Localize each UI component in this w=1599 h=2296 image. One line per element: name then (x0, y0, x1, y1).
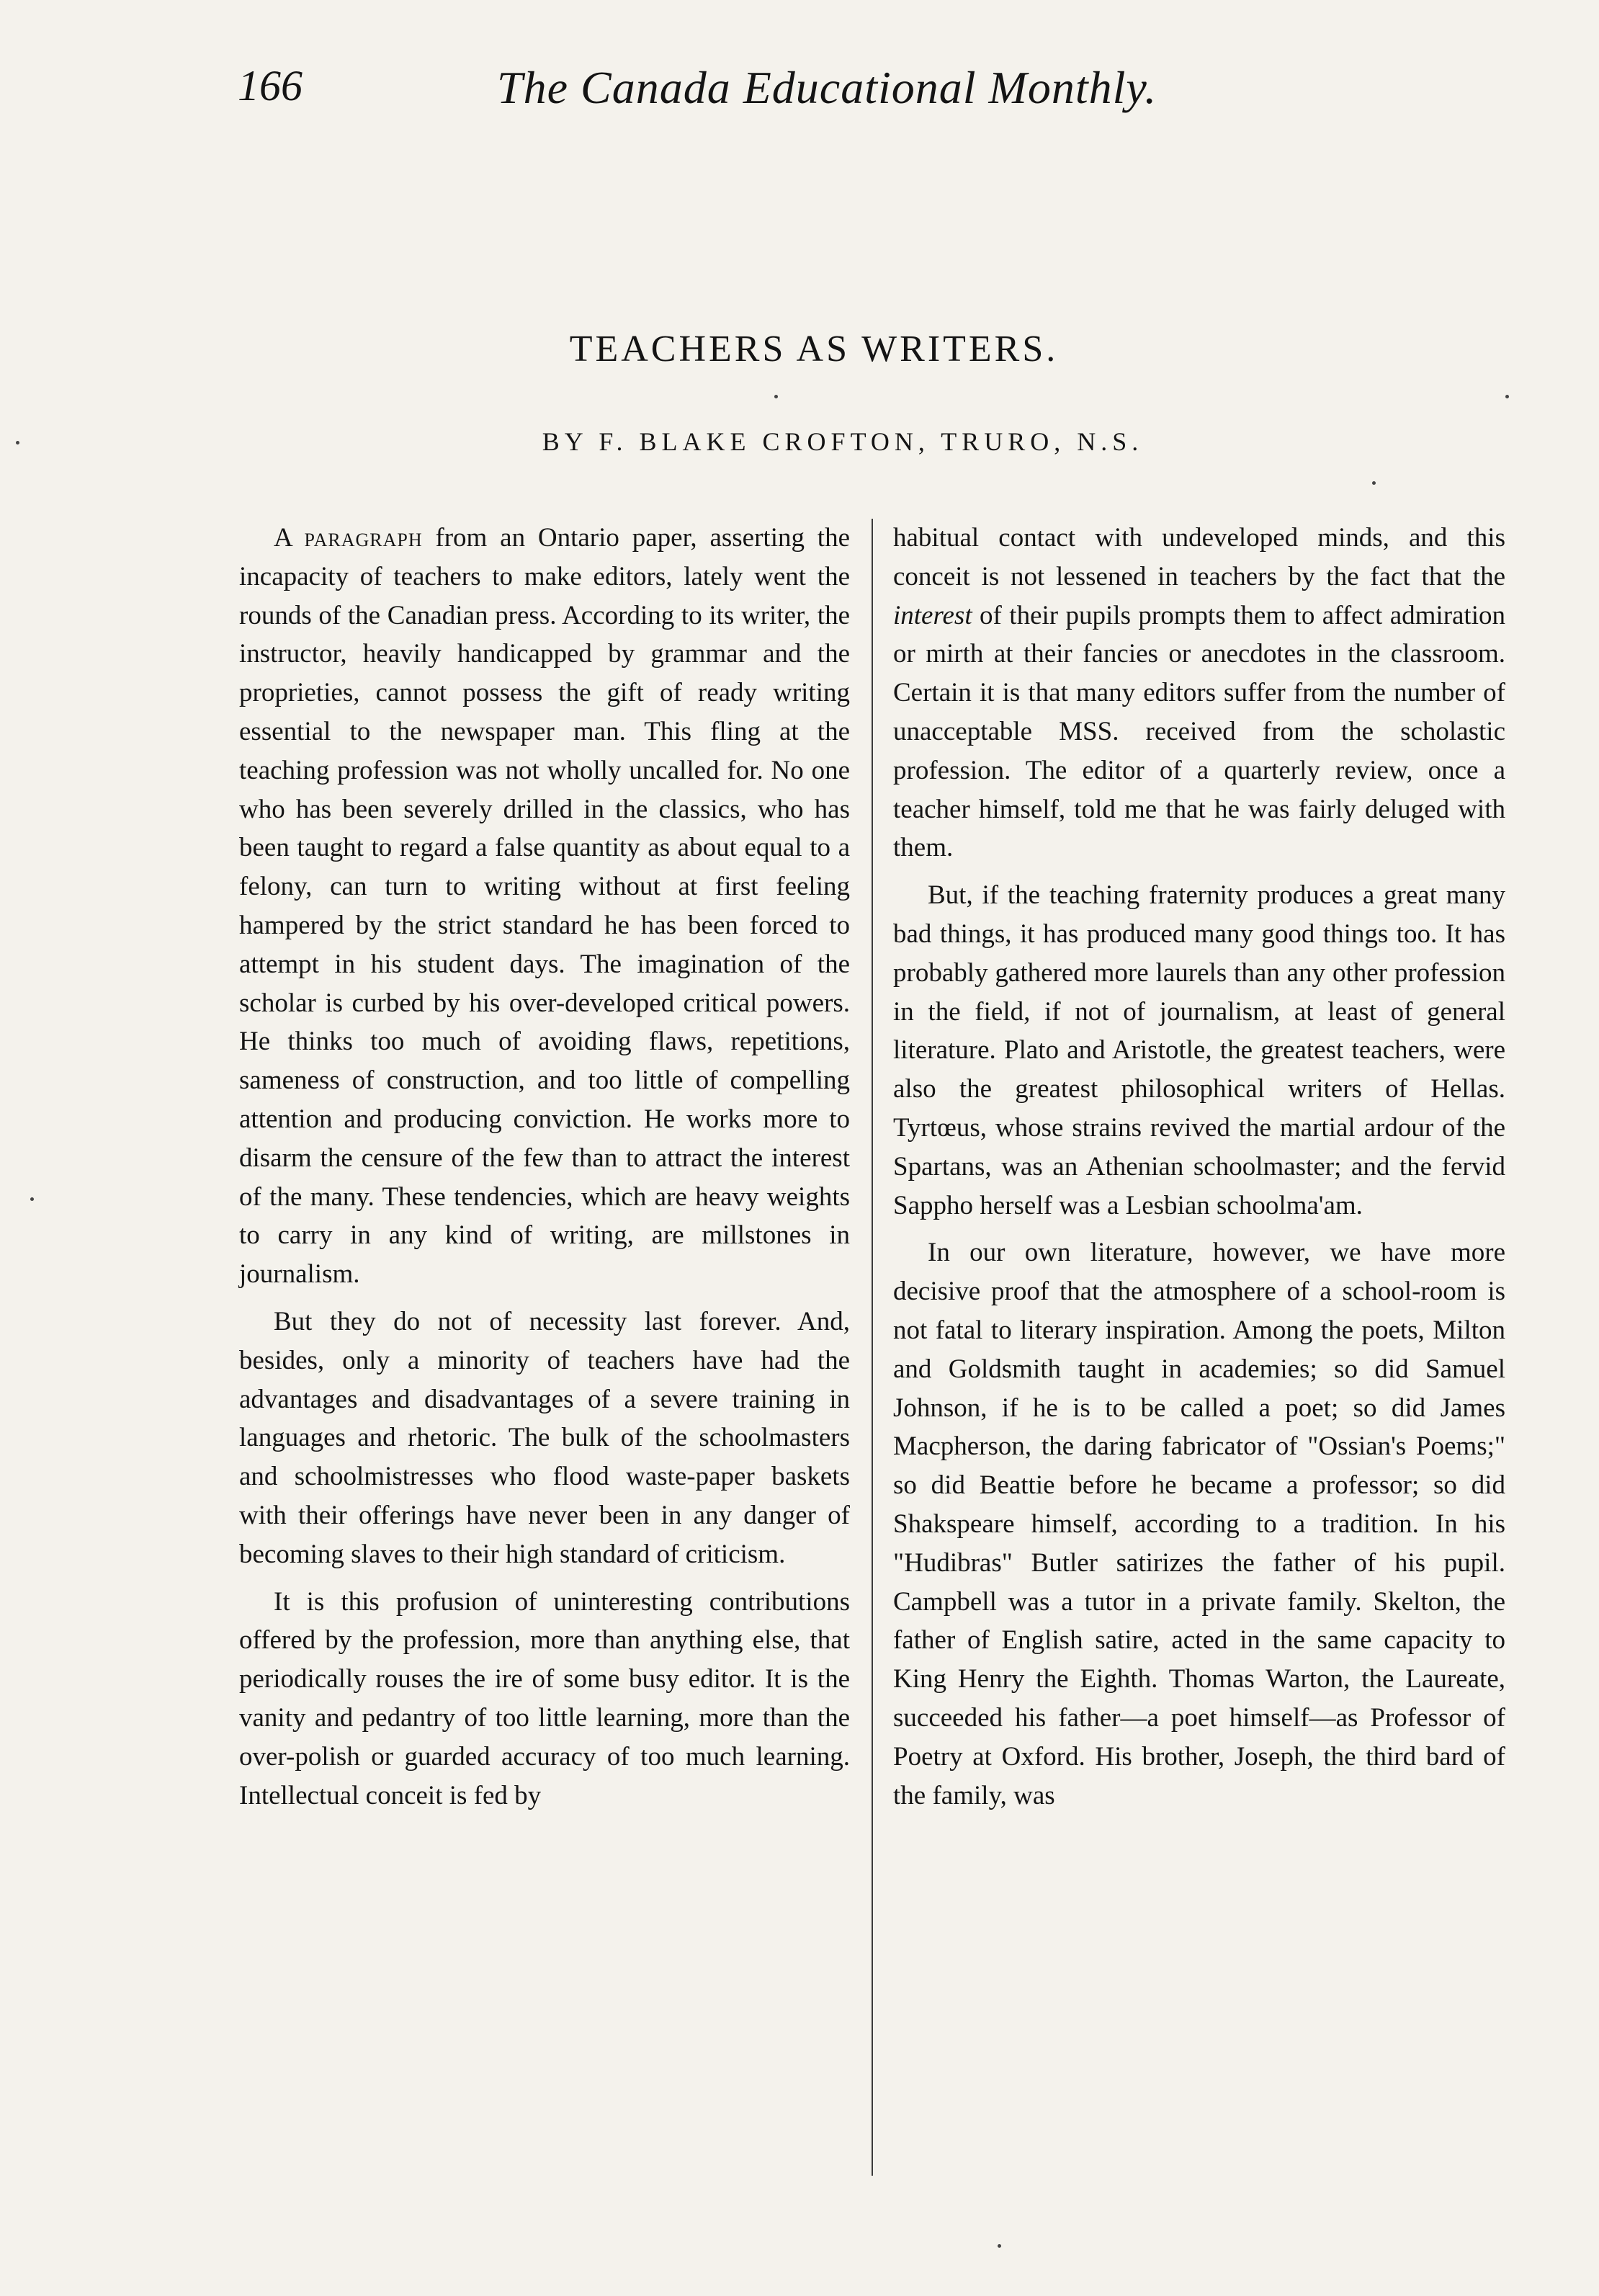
paragraph-4 (893, 519, 1505, 867)
paragraph-4-after: of their pupils prompts them to affect admiration or mirth at their fancies or anecdotes in the classroom. Certain it is that many editors suffer from the number of unacceptable MSS. received from the scholastic profession. The editor of a quarterly review, once a teacher himself, told me that he was fairly deluged with them. (893, 600, 1505, 863)
opening-word: A (274, 523, 292, 553)
paragraph-3: It is this profusion of uninteresting contributions offered by the profession, more than anything else, that periodically rouses the ire of some busy editor. It is the vanity and pedantry of too little learning, more than the over-polish or guarded accuracy of too much learning. Intellectual conceit is fed by (239, 1586, 850, 1810)
print-speck (30, 1197, 34, 1201)
article-title: TEACHERS AS WRITERS. (569, 329, 1059, 370)
opening-smallcaps: paragraph (304, 523, 423, 553)
article-byline: BY F. BLAKE CROFTON, TRURO, N.S. (542, 427, 1144, 456)
page-number: 166 (238, 62, 303, 110)
print-speck (998, 2244, 1001, 2248)
left-column (239, 519, 850, 1815)
print-speck (1372, 481, 1376, 485)
italic-emphasis: interest (893, 600, 972, 630)
paragraph-5: But, if the teaching fraternity produces a great many bad things, it has produced many good things too. It has probably gathered more laurels than any other profession in the field, if not of journalism, at least of general literature. Plato and Aristotle, the greatest teachers, were also the greatest philosophical writers of Hellas. Tyrtœus, whose strains revived the martial ardour of the Spartans, was an Athenian schoolmaster; and the fervid Sappho herself was a Lesbian schoolma'am. (893, 880, 1505, 1220)
column-divider (872, 519, 873, 2176)
print-speck (774, 395, 778, 398)
page-header (0, 61, 1599, 133)
paragraph-1-text: from an Ontario paper, asserting the incapacity of teachers to make editors, lately went the rounds of the Canadian press. According to its writer, the instructor, heavily handicapped by grammar and the proprieties, cannot possess the gift of ready writing essential to the newspaper man. This fling at the teaching profession was not wholly uncalled for. No one who has been severely drilled in the classics, who has been taught to regard a false quantity as about equal to a felony, can turn to writing without at first feeling hampered by the strict standard he has been forced to attempt in his student days. The imagination of the scholar is curbed by his over-developed critical powers. He thinks too much of avoiding flaws, repetitions, sameness of construction, and too little of compelling attention and producing conviction. He works more to disarm the censure of the few than to attract the interest of the many. These tendencies, which are heavy weights to carry in any kind of writing, are millstones in journalism. (239, 523, 850, 1290)
paragraph-6: In our own literature, however, we have more decisive proof that the atmosphere of a school-room is not fatal to literary inspiration. Among the poets, Milton and Goldsmith taught in academies; so did Samuel Johnson, if he is to be called a poet; so did James Macpherson, the daring fabricator of "Ossian's Poems;" so did Beattie before he became a professor; so did Shakspeare himself, according to a tradition. In his "Hudibras" Butler satirizes the father of his pupil. Campbell was a tutor in a private family. Skelton, the father of English satire, acted in the same capacity to King Henry the Eighth. Thomas Warton, the Laureate, succeeded his father—a poet himself—as Professor of Poetry at Oxford. His brother, Joseph, the third bard of the family, was (893, 1238, 1505, 1810)
paragraph-1 (239, 519, 850, 1294)
paragraph-2: But they do not of necessity last forever. And, besides, only a minority of teachers have had the advantages and disadvantages of a severe training in languages and rhetoric. The bulk of the schoolmasters and schoolmistresses who flood waste-paper baskets with their offerings have never been in any danger of becoming slaves to their high standard of criticism. (239, 1306, 850, 1569)
print-speck (16, 441, 19, 445)
right-column (893, 519, 1505, 1815)
paragraph-4-before: habitual contact with undeveloped minds, and this conceit is not lessened in teachers by the fact that the (893, 523, 1505, 591)
print-speck (1505, 395, 1509, 398)
running-title: The Canada Educational Monthly. (497, 62, 1157, 113)
